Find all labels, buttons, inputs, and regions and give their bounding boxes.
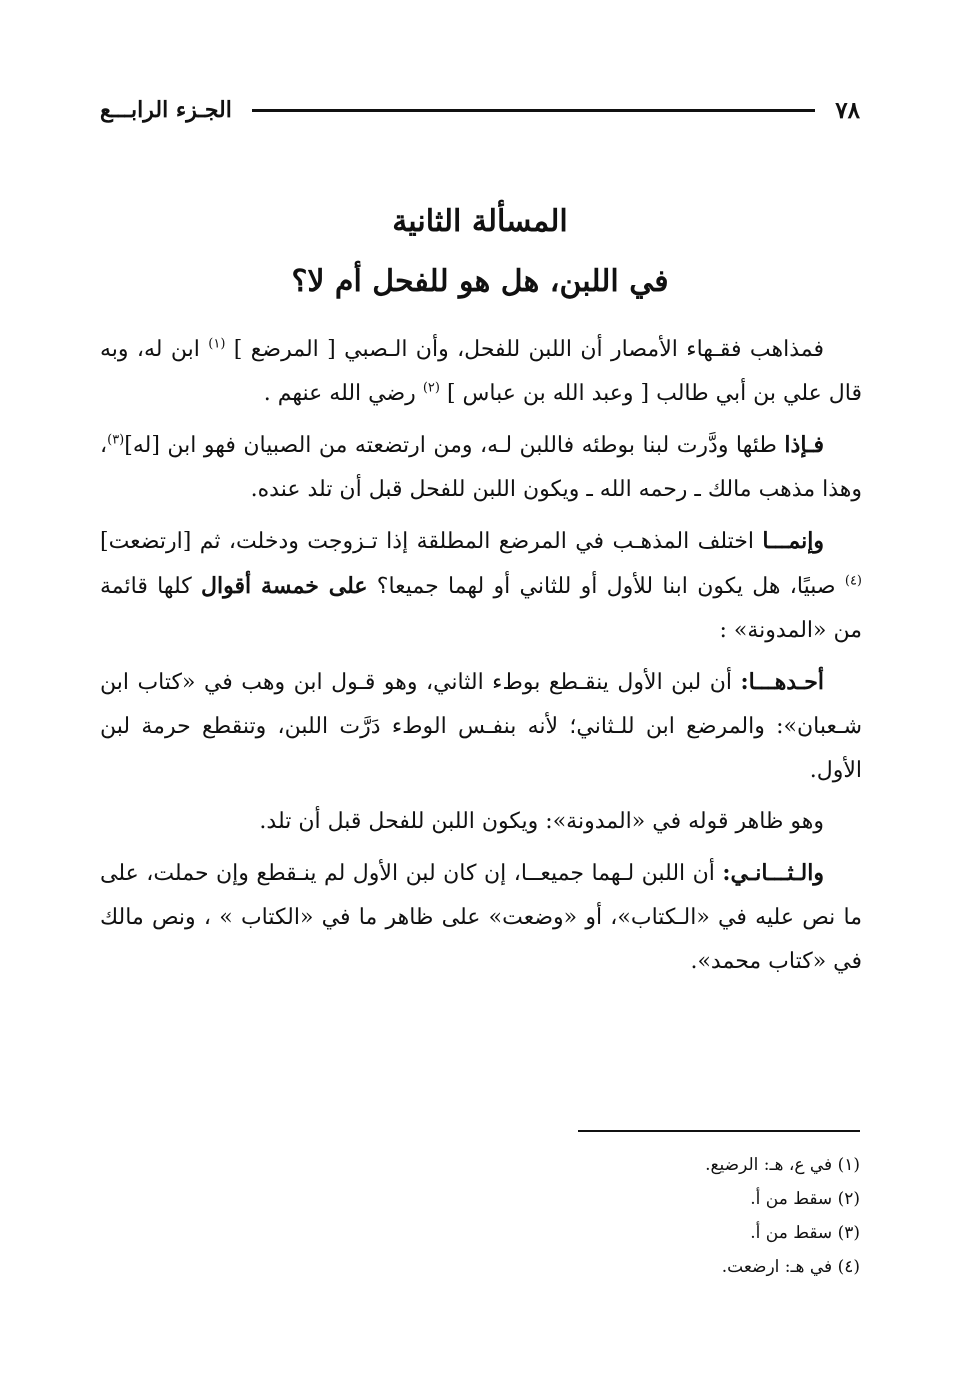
- footnote-ref-1: (١): [208, 336, 226, 352]
- p4-lead: أحـدهـــا:: [740, 669, 824, 695]
- footnote-3: (٣) سقط من أ.: [750, 1223, 860, 1243]
- p3-lead: وإنمـــا: [762, 528, 824, 554]
- footnote-divider: [578, 1130, 860, 1132]
- paragraph-6: [100, 851, 862, 984]
- p6-lead: والـثـــانـي:: [722, 860, 824, 886]
- p1-text-b: ابن له، وبه قال علي بن أبي طالب [ وعبد الله بن عباس ]: [100, 337, 862, 406]
- p3-text-a: اختلف المذهـب في المرضع المطلقة إذا تـزوجت ودخلت، ثم [ارتضعت]: [100, 529, 754, 554]
- p3-bold: على خمسة أقوال: [201, 573, 368, 599]
- footnote-ref-3: (٣): [107, 432, 125, 448]
- header-rule: [252, 109, 815, 112]
- footnote-2: (٢) سقط من أ.: [750, 1189, 860, 1209]
- page-number: ٧٨: [835, 96, 860, 124]
- chapter-title: المسألة الثانية: [392, 204, 568, 239]
- part-title: الجـزء الرابـــع: [100, 97, 232, 123]
- p1-text-a: فمذاهب فقـهاء الأمصار أن اللبن للفحل، وأن الـصبي [ المرضع ]: [233, 337, 824, 362]
- p2-text-a: طئها ودَّرت لبنا بوطئه فاللبن لـه، ومن ارتضعته من الصبيان فهو ابن [له]: [124, 433, 777, 458]
- footnote-4: (٤) في هـ: ارضعت.: [721, 1257, 860, 1277]
- p4-text: أن لبن الأول ينقـطع بوطء الثاني، وهو قـول ابن وهب في «كتاب ابن شـعبان»: والمرضع ابن للـثاني؛ لأنه بنفـس الوطء دَرَّت اللبن، وتنقطع حرمة لبن الأول.: [100, 670, 862, 783]
- footnote-ref-2: (٢): [422, 380, 440, 396]
- footnotes: [360, 1148, 860, 1284]
- paragraph-2: [100, 423, 862, 512]
- paragraph-3: [100, 519, 862, 653]
- p2-lead: فـإذا: [784, 432, 824, 458]
- chapter-subtitle: في اللبن، هل هو للفحل أم لا؟: [291, 264, 669, 299]
- paragraph-5: [100, 800, 862, 844]
- body-text: [100, 328, 862, 991]
- p3-text-c: كلها قائمة من «المدونة» :: [100, 574, 862, 643]
- footnote-1: (١) في ع، هـ: الرضيع.: [705, 1155, 860, 1175]
- footnote-ref-4: (٤): [844, 573, 862, 589]
- paragraph-1: [100, 328, 862, 416]
- page-header: [100, 92, 860, 128]
- p3-text-b: صبيًا، هل يكون ابنا للأول أو للثاني أو لهما جميعا؟: [376, 574, 836, 599]
- p6-text: أن اللبن لـهما جميعــا، إن كان لبن الأول لم ينـقطع وإن حملت، على ما نص عليه في «الـكتاب»، أو «وضعت» على ظاهر ما في «الكتاب » ، ونص مالك في «كتاب محمد».: [100, 861, 862, 974]
- paragraph-4: [100, 660, 862, 793]
- p2-text-b: ، وهذا مذهب مالك ـ رحمه الله ـ ويكون اللبن للفحل قبل أن تلد عنده.: [100, 433, 862, 502]
- p1-text-c: رضي الله عنهم .: [263, 381, 416, 406]
- p5-text: وهو ظاهر قوله في «المدونة»: ويكون اللبن للفحل قبل أن تلد.: [259, 809, 824, 834]
